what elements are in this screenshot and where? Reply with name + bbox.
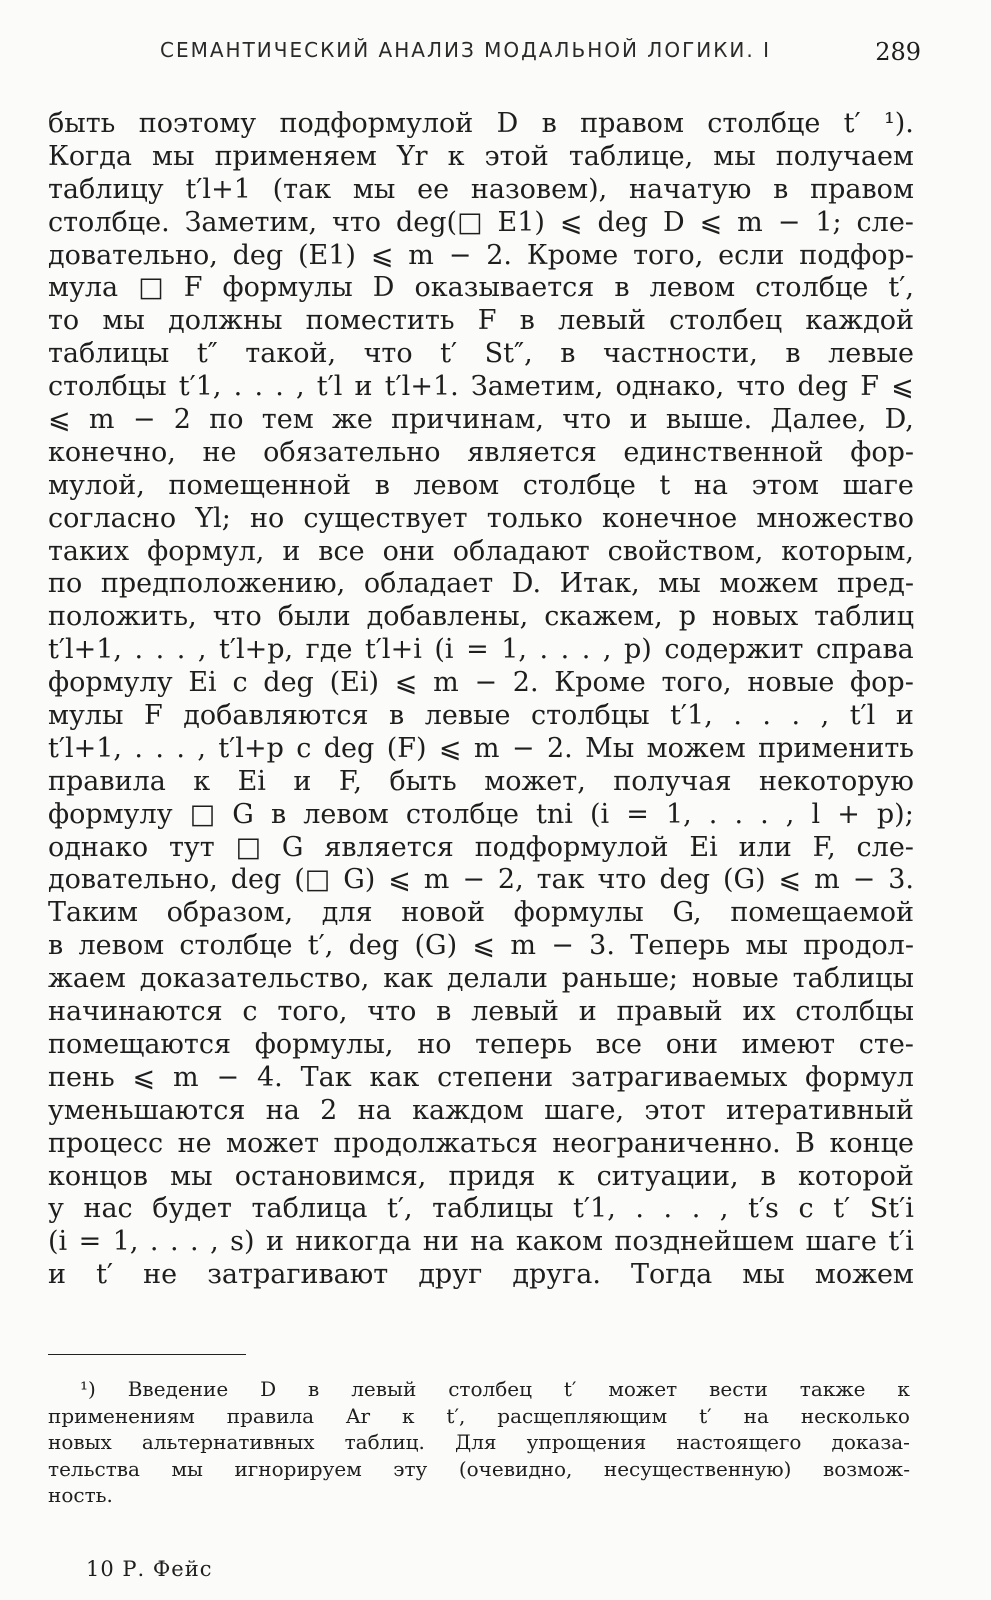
text-line: мула □ F формулы D оказывается в левом столбце t′,	[48, 272, 914, 304]
text-line: начинаются с того, что в левый и правый их столбцы	[48, 996, 914, 1028]
footnote	[48, 1376, 910, 1509]
text-line: ⩽ m − 2 по тем же причинам, что и выше. Далее, D,	[48, 404, 914, 436]
text-line: жаем доказательство, как делали раньше; новые таблицы	[48, 963, 914, 995]
running-title: СЕМАНТИЧЕСКИЙ АНАЛИЗ МОДАЛЬНОЙ ЛОГИКИ. I	[160, 38, 772, 62]
text-line: у нас будет таблица t′, таблицы t′1, . . . , t′s с t′ St′i	[48, 1193, 914, 1225]
footnote-line: тельства мы игнорируем эту (очевидно, несущественную) возмож-	[48, 1456, 910, 1481]
footnote-line: применениям правила Ar к t′, расщепляющим t′ на несколько	[48, 1403, 910, 1428]
text-line: Когда мы применяем Yr к этой таблице, мы получаем	[48, 140, 914, 172]
footnote-line: новых альтернативных таблиц. Для упрощения настоящего доказа-	[48, 1430, 910, 1454]
text-line: по предположению, обладает D. Итак, мы можем пред-	[48, 568, 914, 600]
text-line: то мы должны поместить F в левый столбец каждой	[48, 305, 914, 337]
text-line: формулу □ G в левом столбце tni (i = 1, . . . , l + p);	[48, 798, 914, 830]
text-line: концов мы остановимся, придя к ситуации, в которой	[48, 1160, 914, 1192]
text-line: столбцы t′1, . . . , t′l и t′l+1. Заметим, однако, что deg F ⩽	[48, 371, 914, 403]
page-number: 289	[875, 38, 921, 66]
text-line: столбце. Заметим, что deg(□ E1) ⩽ deg D ⩽ m − 1; сле-	[48, 206, 914, 238]
text-line: конечно, не обязательно является единственной фор-	[48, 436, 914, 468]
text-line: t′l+1, . . . , t′l+p, где t′l+i (i = 1, . . . , p) содержит справа	[48, 634, 914, 666]
footnote-line: ¹) Введение D в левый столбец t′ может вести также к	[80, 1377, 910, 1401]
body-text	[48, 108, 914, 1292]
text-line: согласно Yl; но существует только конечное множество	[48, 502, 914, 534]
text-line: процесс не может продолжаться неограниченно. В конце	[48, 1127, 914, 1159]
text-line: и t′ не затрагивают друг друга. Тогда мы можем	[48, 1259, 914, 1291]
running-head	[160, 38, 921, 72]
text-line: довательно, deg (□ G) ⩽ m − 2, так что deg (G) ⩽ m − 3.	[48, 864, 914, 896]
footnote-line: ность.	[48, 1483, 113, 1507]
footnote-rule	[48, 1354, 246, 1355]
text-line: положить, что были добавлены, скажем, p новых таблиц	[48, 601, 914, 633]
text-line: мулы F добавляются в левые столбцы t′1, . . . , t′l и	[48, 700, 914, 732]
text-line: быть поэтому подформулой D в правом столбце t′ ¹).	[48, 108, 914, 139]
text-line: таблицу t′l+1 (так мы ее назовем), начатую в правом	[48, 173, 914, 205]
text-line: (i = 1, . . . , s) и никогда ни на каком позднейшем шаге t′i	[48, 1226, 914, 1258]
text-line: таблицы t″ такой, что t′ St″, в частности, в левые	[48, 338, 914, 370]
text-line: правила к Ei и F, быть может, получая некоторую	[48, 765, 914, 797]
signature-mark: 10 Р. Фейс	[86, 1557, 213, 1581]
text-line: уменьшаются на 2 на каждом шаге, этот итеративный	[48, 1094, 914, 1126]
text-line: t′l+1, . . . , t′l+p с deg (F) ⩽ m − 2. Мы можем применить	[48, 732, 914, 764]
text-line: довательно, deg (E1) ⩽ m − 2. Кроме того, если подфор-	[48, 239, 914, 271]
text-line: пень ⩽ m − 4. Так как степени затрагиваемых формул	[48, 1061, 914, 1093]
text-line: в левом столбце t′, deg (G) ⩽ m − 3. Теперь мы продол-	[48, 930, 914, 962]
text-line: таких формул, и все они обладают свойством, которым,	[48, 535, 914, 567]
text-line: мулой, помещенной в левом столбце t на этом шаге	[48, 469, 914, 501]
text-line: формулу Ei с deg (Ei) ⩽ m − 2. Кроме того, новые фор-	[48, 667, 914, 699]
text-line: Таким образом, для новой формулы G, помещаемой	[48, 897, 914, 929]
text-line: помещаются формулы, но теперь все они имеют сте-	[48, 1028, 914, 1060]
text-line: однако тут □ G является подформулой Ei или F, сле-	[48, 831, 914, 863]
